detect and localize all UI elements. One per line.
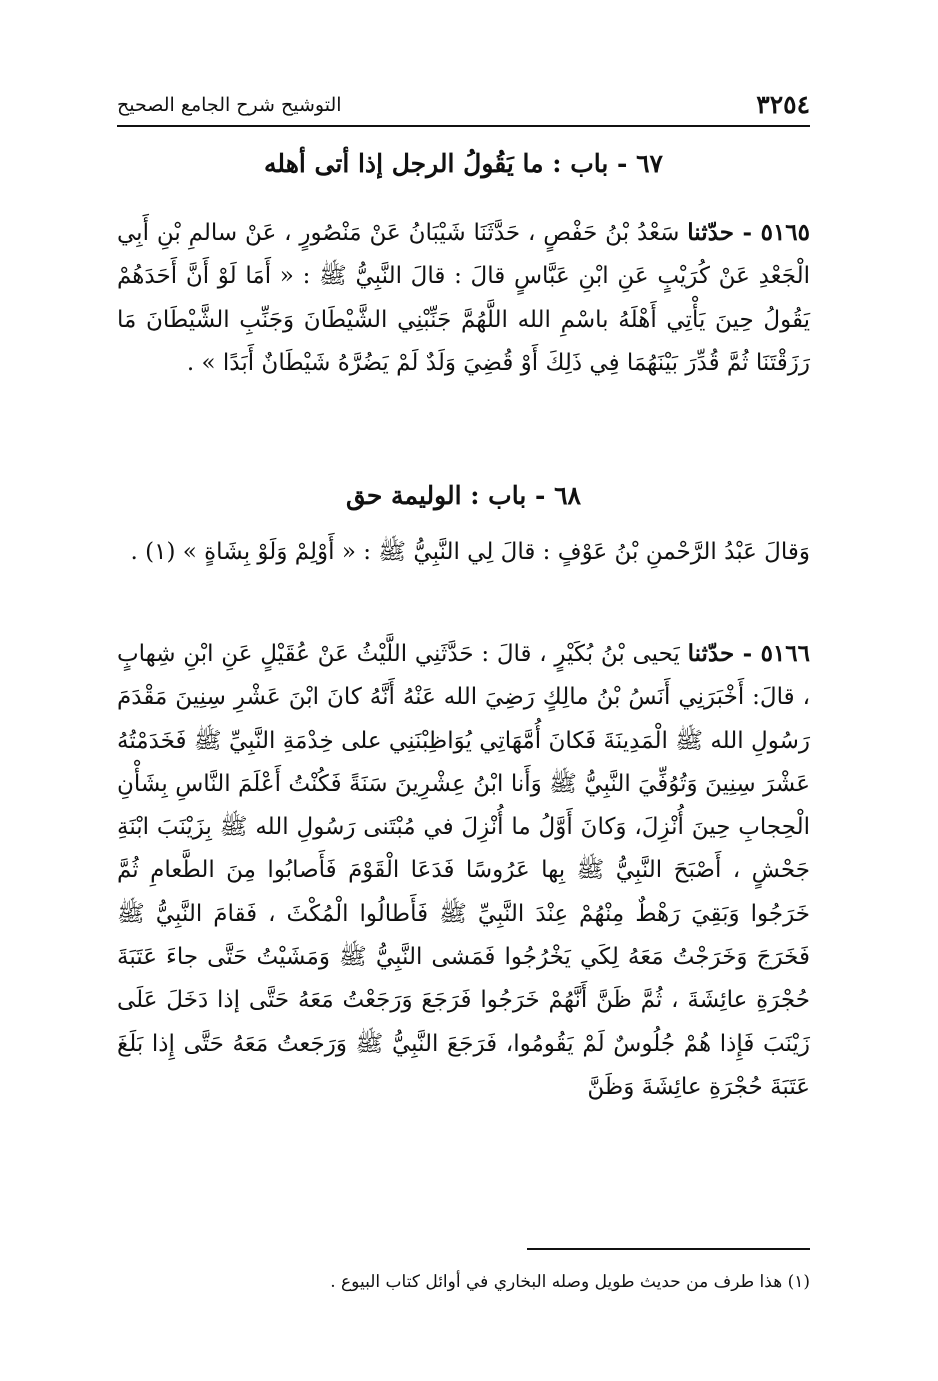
hadith-text: يَحيى بْنُ بُكَيْرٍ ، قالَ : حَدَّثَنِي اللَّيْثُ عَنْ عُقَيْلٍ عَنِ ابْنِ شِهابٍ ، قالَ: أَخْبَرَنِي أَنَسُ بْنُ مالِكٍ رَضِيَ الله عَنْهُ أَنَّهُ كانَ ابْنَ عَشْرِ سِنِينَ مَقْدَمَ رَسُولِ الله ﷺ الْمَدِينَةَ فَكانَ أُمَّهَاتِي يُوَاظِبْنَنِي على خِدْمَةِ النَّبِيِّ ﷺ فَخَدَمْتُهُ عَشْرَ سِنِينَ وَتُوُفِّيَ النَّبِيُّ ﷺ وَأَنا ابْنُ عِشْرِينَ سَنَةً فَكُنْتُ أَعْلَمَ النَّاسِ بِشَأْنِ الْحِجابِ حِينَ أُنْزِلَ، وَكانَ أَوَّلُ ما أُنْزِلَ في مُبْتَنى رَسُولِ الله ﷺ بِزَيْنَبَ ابْنَةِ جَحْشٍ ، أَصْبَحَ النَّبِيُّ ﷺ بِها عَرُوسًا فَدَعَا الْقَوْمَ فَأَصابُوا مِنَ الطَّعامِ ثُمَّ خَرَجُوا وَبَقِيَ رَهْطٌ مِنْهُمْ عِنْدَ النَّبِيِّ ﷺ فَأَطالُوا الْمُكْثَ ، فَقامَ النَّبِيُّ ﷺ فَخَرَجَ وَخَرَجْتُ مَعَهُ لِكَي يَخْرُجُوا فَمَشى النَّبِيُّ ﷺ وَمَشَيْتُ حَتَّى جاءَ عَتَبَةَ حُجْرَةِ عائِشَةَ ، ثُمَّ ظَنَّ أَنَّهُمْ خَرَجُوا فَرَجَعَ وَرَجَعْتُ مَعَهُ حَتَّى إذا دَخَلَ عَلَى زَيْنَبَ فَإِذا هُمْ جُلُوسٌ لَمْ يَقُومُوا، فَرَجَعَ النَّبِيُّ ﷺ وَرَجَعتُ مَعَهُ حَتَّى إِذا بَلَغَ عَتَبَةَ حُجْرَةِ عائِشَةَ وَظَنَّ: [117, 641, 810, 1100]
footnote: (١) هذا طرف من حديث طويل وصله البخاري في أوائل كتاب البيوع .: [330, 1272, 810, 1292]
mu-allaq-narration: [117, 531, 810, 574]
hadith-number: ٥١٦٥ - حدّثنا: [687, 219, 811, 246]
book-title: التوشيح شرح الجامع الصحيح: [117, 94, 342, 116]
hadith-text: سَعْدُ بْنُ حَفْصٍ ، حَدَّثَنَا شَيْبَانُ عَنْ مَنْصُورٍ ، عَنْ سالمِ بْنِ أَبِي الْجَعْدِ عَنْ كُرَيْبٍ عَنِ ابْنِ عَبَّاسٍ قالَ : قالَ النَّبِيُّ ﷺ : « أَمَا لَوْ أَنَّ أَحَدَهُمْ يَقُولُ حِينَ يَأْتِي أَهْلَهُ باسْمِ الله اللَّهُمَّ جَنِّبْنِي الشَّيْطَانَ وَجَنِّبِ الشَّيْطَانَ مَا رَزَقْتَنَا ثُمَّ قُدِّرَ بَيْنَهُمَا فِي ذَلِكَ أَوْ قُضِيَ وَلَدٌ لَمْ يَضُرَّهُ شَيْطَانٌ أَبَدًا » .: [117, 220, 810, 376]
hadith-number: ٥١٦٦ - حدّثنا: [687, 640, 810, 667]
header-divider: [117, 125, 810, 127]
chapter-heading-68: ٦٨ - باب : الوليمة حق: [346, 481, 581, 510]
chapter-heading-67: ٦٧ - باب : ما يَقُولُ الرجل إذا أتى أهله: [264, 149, 663, 178]
footnote-divider: [527, 1248, 810, 1250]
hadith-5165: [117, 211, 810, 385]
page-number: ٣٢٥٤: [756, 90, 810, 119]
hadith-5166: [117, 632, 810, 1109]
narration-text: وَقالَ عَبْدُ الرَّحْمنِ بْنُ عَوْفٍ : قالَ لِي النَّبِيُّ ﷺ : « أَوْلِمْ وَلَوْ بِشَاةٍ » (١) .: [130, 539, 810, 565]
running-head: [117, 88, 810, 122]
